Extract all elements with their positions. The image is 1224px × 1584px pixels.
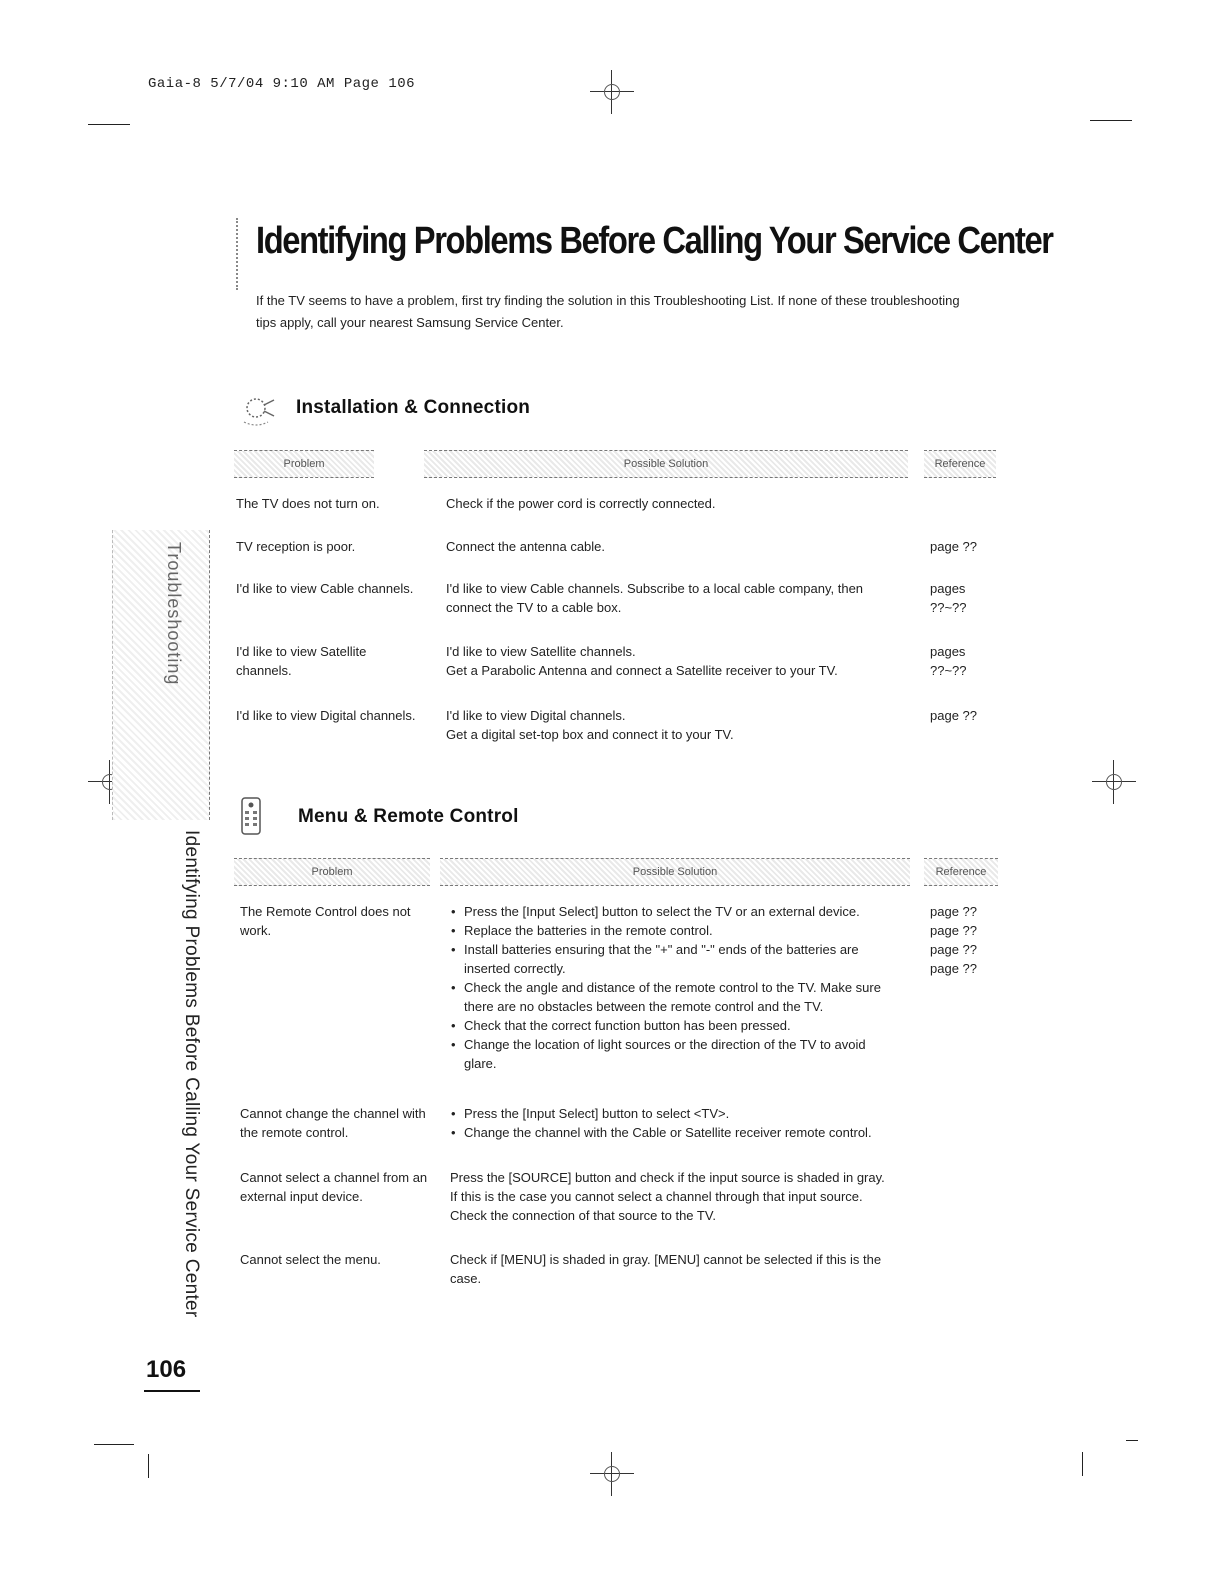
section-title-installation: Installation & Connection bbox=[296, 397, 531, 418]
title-accent-bar bbox=[236, 218, 240, 290]
column-header-solution: Possible Solution bbox=[424, 450, 908, 478]
reference-text: page ?? bbox=[930, 904, 977, 919]
solution-text: Connect the antenna cable. bbox=[446, 539, 606, 554]
side-tab-troubleshooting bbox=[112, 530, 210, 820]
solution-text bbox=[450, 1104, 890, 1142]
solution-text: Press the [SOURCE] button and check if the input source is shaded in gray. If this is the case you cannot select a channel through that input source. Check the connection of that source to the TV. bbox=[450, 1170, 885, 1223]
registration-mark-icon bbox=[1092, 760, 1136, 804]
problem-text: I'd like to view Digital channels. bbox=[236, 708, 416, 723]
bullet-item: • Press the [Input Select] button to select the TV or an external device. bbox=[464, 902, 886, 921]
running-side-title: Identifying Problems Before Calling Your Service Center bbox=[181, 830, 202, 1318]
problem-text: Cannot select a channel from an external input device. bbox=[240, 1170, 428, 1204]
reference-text: page ?? bbox=[930, 961, 977, 976]
solution-text: Check if [MENU] is shaded in gray. [MENU] cannot be selected if this is the case. bbox=[450, 1252, 882, 1286]
problem-text: Cannot select the menu. bbox=[240, 1252, 381, 1267]
crop-mark bbox=[94, 1444, 134, 1445]
problem-text: I'd like to view Satellite channels. bbox=[236, 644, 367, 678]
problem-text: The TV does not turn on. bbox=[236, 496, 380, 511]
bullet-item: • Change the channel with the Cable or Satellite receiver remote control. bbox=[464, 1123, 890, 1142]
column-header-reference: Reference bbox=[924, 858, 998, 886]
reference-text: pages ??~?? bbox=[930, 644, 967, 678]
column-header-reference: Reference bbox=[924, 450, 996, 478]
crop-mark bbox=[148, 1454, 149, 1478]
bullet-item: • Check the angle and distance of the remote control to the TV. Make sure there are no obstacles between the remote control and the TV. bbox=[464, 978, 886, 1016]
solution-text: I'd like to view Cable channels. Subscribe to a local cable company, then connect the TV to a cable box. bbox=[446, 581, 864, 615]
page-number-rule bbox=[144, 1390, 200, 1392]
intro-paragraph: If the TV seems to have a problem, first try finding the solution in this Troubleshooting List. If none of these troubleshooting tips apply, call your nearest Samsung Service Center. bbox=[256, 293, 960, 330]
page-title: Identifying Problems Before Calling Your Service Center bbox=[256, 220, 1053, 262]
page-number: 106 bbox=[146, 1356, 187, 1383]
bullet-item: • Install batteries ensuring that the "+" and "-" ends of the batteries are inserted correctly. bbox=[464, 940, 886, 978]
solution-line: Get a digital set-top box and connect it to your TV. bbox=[446, 727, 734, 742]
side-tab-label: Troubleshooting bbox=[164, 542, 184, 686]
problem-text: I'd like to view Cable channels. bbox=[236, 581, 414, 596]
crop-mark bbox=[88, 124, 130, 125]
solution-text bbox=[446, 642, 896, 680]
section-title-menu-remote: Menu & Remote Control bbox=[298, 806, 519, 827]
reference-list bbox=[930, 902, 990, 978]
reference-text: page ?? bbox=[930, 539, 977, 554]
crop-mark bbox=[1126, 1440, 1138, 1441]
registration-mark-icon bbox=[590, 1452, 634, 1496]
solution-line: I'd like to view Digital channels. bbox=[446, 708, 626, 723]
column-header-problem: Problem bbox=[234, 450, 374, 478]
solution-text: Check if the power cord is correctly connected. bbox=[446, 496, 716, 511]
reference-text: pages ??~?? bbox=[930, 581, 967, 615]
solution-line: I'd like to view Satellite channels. bbox=[446, 644, 636, 659]
bullet-item: • Replace the batteries in the remote control. bbox=[464, 921, 886, 940]
problem-text: TV reception is poor. bbox=[236, 539, 356, 554]
solution-text bbox=[446, 706, 896, 744]
problem-text: The Remote Control does not work. bbox=[240, 904, 411, 938]
reference-text: page ?? bbox=[930, 923, 977, 938]
print-header: Gaia-8 5/7/04 9:10 AM Page 106 bbox=[148, 76, 416, 92]
solution-line: Get a Parabolic Antenna and connect a Satellite receiver to your TV. bbox=[446, 663, 838, 678]
crop-mark bbox=[1082, 1452, 1083, 1476]
column-header-problem: Problem bbox=[234, 858, 430, 886]
bullet-item: • Press the [Input Select] button to select <TV>. bbox=[464, 1104, 890, 1123]
bullet-item: • Check that the correct function button has been pressed. bbox=[464, 1016, 886, 1035]
plug-icon bbox=[240, 388, 280, 428]
reference-text: page ?? bbox=[930, 708, 977, 723]
bullet-item: • Change the location of light sources or the direction of the TV to avoid glare. bbox=[464, 1035, 886, 1073]
reference-text: page ?? bbox=[930, 942, 977, 957]
crop-mark bbox=[1090, 120, 1132, 121]
remote-control-icon bbox=[232, 796, 272, 836]
registration-mark-icon bbox=[590, 70, 634, 114]
solution-text bbox=[450, 902, 886, 1073]
column-header-solution: Possible Solution bbox=[440, 858, 910, 886]
problem-text: Cannot change the channel with the remote control. bbox=[240, 1106, 426, 1140]
